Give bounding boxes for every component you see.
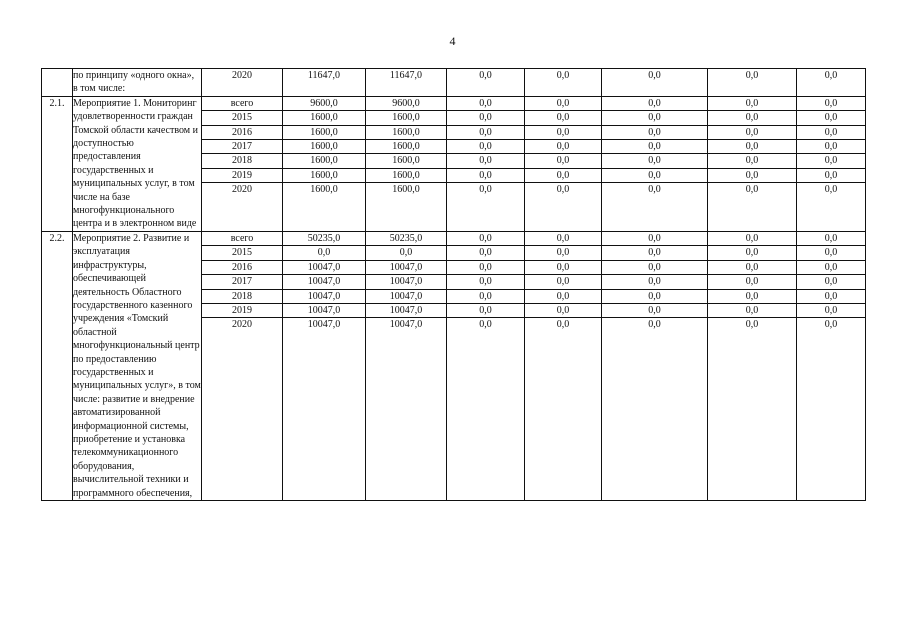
federal-budget-cell: 0,0 bbox=[447, 289, 525, 303]
extra-col-1-cell: 0,0 bbox=[708, 69, 797, 97]
local-budget-cell: 0,0 bbox=[525, 140, 602, 154]
extra-col-2-cell: 0,0 bbox=[797, 125, 866, 139]
extra-col-1-cell: 0,0 bbox=[708, 231, 797, 245]
local-budget-cell: 0,0 bbox=[525, 275, 602, 289]
federal-budget-cell: 0,0 bbox=[447, 260, 525, 274]
local-budget-cell: 0,0 bbox=[525, 231, 602, 245]
extra-budget-cell: 0,0 bbox=[602, 260, 708, 274]
regional-budget-cell: 10047,0 bbox=[366, 289, 447, 303]
local-budget-cell: 0,0 bbox=[525, 168, 602, 182]
local-budget-cell: 0,0 bbox=[525, 183, 602, 232]
budget-table bbox=[41, 68, 866, 501]
extra-col-1-cell: 0,0 bbox=[708, 125, 797, 139]
extra-col-2-cell: 0,0 bbox=[797, 111, 866, 125]
total-cell: 10047,0 bbox=[283, 289, 366, 303]
row-number-cell bbox=[42, 69, 73, 97]
extra-col-2-cell: 0,0 bbox=[797, 154, 866, 168]
extra-col-1-cell: 0,0 bbox=[708, 289, 797, 303]
year-cell: 2019 bbox=[202, 303, 283, 317]
regional-budget-cell: 1600,0 bbox=[366, 168, 447, 182]
extra-col-2-cell: 0,0 bbox=[797, 69, 866, 97]
regional-budget-cell: 1600,0 bbox=[366, 125, 447, 139]
total-cell: 11647,0 bbox=[283, 69, 366, 97]
year-cell: 2020 bbox=[202, 183, 283, 232]
extra-col-2-cell: 0,0 bbox=[797, 260, 866, 274]
extra-budget-cell: 0,0 bbox=[602, 69, 708, 97]
year-cell: 2020 bbox=[202, 69, 283, 97]
extra-budget-cell: 0,0 bbox=[602, 140, 708, 154]
total-cell: 1600,0 bbox=[283, 125, 366, 139]
local-budget-cell: 0,0 bbox=[525, 69, 602, 97]
extra-col-1-cell: 0,0 bbox=[708, 318, 797, 501]
federal-budget-cell: 0,0 bbox=[447, 168, 525, 182]
year-cell: 2015 bbox=[202, 246, 283, 260]
extra-col-2-cell: 0,0 bbox=[797, 275, 866, 289]
extra-col-2-cell: 0,0 bbox=[797, 246, 866, 260]
regional-budget-cell: 0,0 bbox=[366, 246, 447, 260]
extra-col-2-cell: 0,0 bbox=[797, 140, 866, 154]
total-cell: 9600,0 bbox=[283, 96, 366, 110]
total-cell: 1600,0 bbox=[283, 111, 366, 125]
activity-name-cell: Мероприятие 1. Мониторинг удовлетворенности граждан Томской области качеством и доступностью предоставления государственных и муниципальных услуг, в том числе на базе многофункционального центра и в электронном виде bbox=[73, 96, 202, 231]
federal-budget-cell: 0,0 bbox=[447, 96, 525, 110]
federal-budget-cell: 0,0 bbox=[447, 125, 525, 139]
federal-budget-cell: 0,0 bbox=[447, 183, 525, 232]
regional-budget-cell: 11647,0 bbox=[366, 69, 447, 97]
local-budget-cell: 0,0 bbox=[525, 289, 602, 303]
extra-col-2-cell: 0,0 bbox=[797, 303, 866, 317]
extra-col-2-cell: 0,0 bbox=[797, 183, 866, 232]
extra-col-1-cell: 0,0 bbox=[708, 140, 797, 154]
extra-budget-cell: 0,0 bbox=[602, 125, 708, 139]
table-row bbox=[42, 96, 866, 110]
activity-name-cell: Мероприятие 2. Развитие и эксплуатация инфраструктуры, обеспечивающей деятельность Областного государственного казенного учреждения «Томский областной многофункциональный центр по предоставлению государственных и муниципальных услуг», в том числе: развитие и внедрение автоматизированной информационной системы, приобретение и установка телекоммуникационного оборудования, вычислительной техники и программного обеспечения, bbox=[73, 232, 201, 499]
local-budget-cell: 0,0 bbox=[525, 260, 602, 274]
extra-col-1-cell: 0,0 bbox=[708, 303, 797, 317]
extra-col-1-cell: 0,0 bbox=[708, 183, 797, 232]
total-cell: 1600,0 bbox=[283, 154, 366, 168]
year-cell: всего bbox=[202, 231, 283, 245]
extra-col-2-cell: 0,0 bbox=[797, 96, 866, 110]
extra-col-2-cell: 0,0 bbox=[797, 168, 866, 182]
total-cell: 10047,0 bbox=[283, 260, 366, 274]
extra-col-1-cell: 0,0 bbox=[708, 275, 797, 289]
year-cell: 2020 bbox=[202, 318, 283, 501]
federal-budget-cell: 0,0 bbox=[447, 231, 525, 245]
federal-budget-cell: 0,0 bbox=[447, 303, 525, 317]
federal-budget-cell: 0,0 bbox=[447, 275, 525, 289]
extra-col-2-cell: 0,0 bbox=[797, 318, 866, 501]
table-row bbox=[42, 231, 866, 245]
local-budget-cell: 0,0 bbox=[525, 303, 602, 317]
local-budget-cell: 0,0 bbox=[525, 125, 602, 139]
extra-budget-cell: 0,0 bbox=[602, 318, 708, 501]
extra-col-1-cell: 0,0 bbox=[708, 260, 797, 274]
total-cell: 10047,0 bbox=[283, 275, 366, 289]
extra-col-1-cell: 0,0 bbox=[708, 168, 797, 182]
local-budget-cell: 0,0 bbox=[525, 111, 602, 125]
activity-name-cell: по принципу «одного окна», в том числе: bbox=[73, 69, 202, 97]
table-row bbox=[42, 69, 866, 97]
extra-col-1-cell: 0,0 bbox=[708, 154, 797, 168]
federal-budget-cell: 0,0 bbox=[447, 140, 525, 154]
extra-budget-cell: 0,0 bbox=[602, 111, 708, 125]
federal-budget-cell: 0,0 bbox=[447, 111, 525, 125]
extra-budget-cell: 0,0 bbox=[602, 168, 708, 182]
extra-budget-cell: 0,0 bbox=[602, 183, 708, 232]
year-cell: 2018 bbox=[202, 154, 283, 168]
total-cell: 0,0 bbox=[283, 246, 366, 260]
extra-col-1-cell: 0,0 bbox=[708, 246, 797, 260]
extra-budget-cell: 0,0 bbox=[602, 246, 708, 260]
federal-budget-cell: 0,0 bbox=[447, 69, 525, 97]
total-cell: 1600,0 bbox=[283, 183, 366, 232]
federal-budget-cell: 0,0 bbox=[447, 318, 525, 501]
year-cell: 2016 bbox=[202, 125, 283, 139]
page-number: 4 bbox=[449, 34, 456, 48]
federal-budget-cell: 0,0 bbox=[447, 154, 525, 168]
regional-budget-cell: 1600,0 bbox=[366, 183, 447, 232]
extra-col-1-cell: 0,0 bbox=[708, 111, 797, 125]
federal-budget-cell: 0,0 bbox=[447, 246, 525, 260]
local-budget-cell: 0,0 bbox=[525, 154, 602, 168]
extra-budget-cell: 0,0 bbox=[602, 275, 708, 289]
extra-budget-cell: 0,0 bbox=[602, 154, 708, 168]
extra-budget-cell: 0,0 bbox=[602, 231, 708, 245]
extra-col-2-cell: 0,0 bbox=[797, 289, 866, 303]
regional-budget-cell: 1600,0 bbox=[366, 154, 447, 168]
total-cell: 1600,0 bbox=[283, 140, 366, 154]
regional-budget-cell: 10047,0 bbox=[366, 303, 447, 317]
regional-budget-cell: 10047,0 bbox=[366, 275, 447, 289]
year-cell: 2015 bbox=[202, 111, 283, 125]
total-cell: 10047,0 bbox=[283, 318, 366, 501]
extra-col-1-cell: 0,0 bbox=[708, 96, 797, 110]
regional-budget-cell: 1600,0 bbox=[366, 111, 447, 125]
regional-budget-cell: 50235,0 bbox=[366, 231, 447, 245]
regional-budget-cell: 1600,0 bbox=[366, 140, 447, 154]
row-number-cell: 2.1. bbox=[42, 96, 73, 231]
year-cell: 2017 bbox=[202, 140, 283, 154]
year-cell: 2016 bbox=[202, 260, 283, 274]
row-number-cell: 2.2. bbox=[42, 231, 73, 500]
local-budget-cell: 0,0 bbox=[525, 318, 602, 501]
year-cell: 2019 bbox=[202, 168, 283, 182]
extra-budget-cell: 0,0 bbox=[602, 289, 708, 303]
total-cell: 50235,0 bbox=[283, 231, 366, 245]
local-budget-cell: 0,0 bbox=[525, 246, 602, 260]
total-cell: 1600,0 bbox=[283, 168, 366, 182]
regional-budget-cell: 10047,0 bbox=[366, 260, 447, 274]
regional-budget-cell: 9600,0 bbox=[366, 96, 447, 110]
year-cell: 2018 bbox=[202, 289, 283, 303]
year-cell: всего bbox=[202, 96, 283, 110]
regional-budget-cell: 10047,0 bbox=[366, 318, 447, 501]
year-cell: 2017 bbox=[202, 275, 283, 289]
total-cell: 10047,0 bbox=[283, 303, 366, 317]
local-budget-cell: 0,0 bbox=[525, 96, 602, 110]
extra-col-2-cell: 0,0 bbox=[797, 231, 866, 245]
extra-budget-cell: 0,0 bbox=[602, 303, 708, 317]
extra-budget-cell: 0,0 bbox=[602, 96, 708, 110]
